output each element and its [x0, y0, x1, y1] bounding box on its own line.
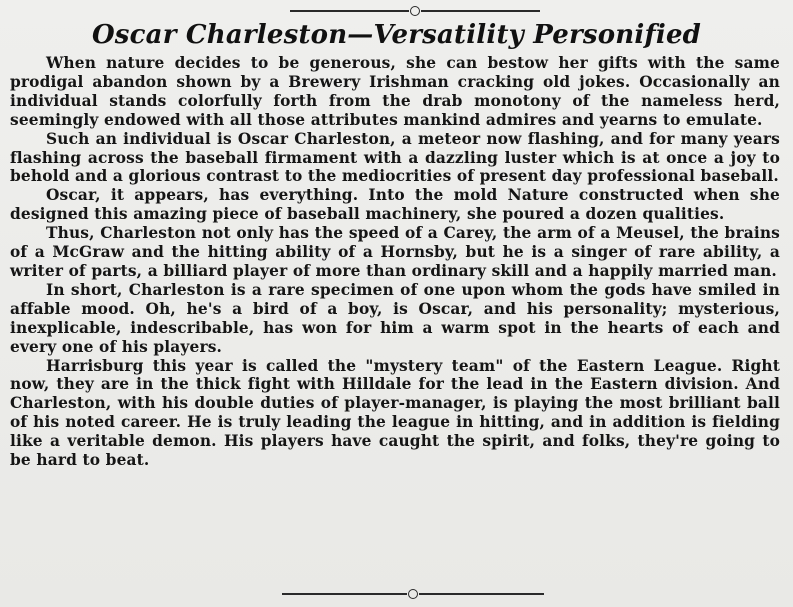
bottom-ornamental-divider [282, 587, 544, 601]
divider-line [421, 10, 540, 12]
divider-line [290, 10, 409, 12]
divider-line [419, 593, 544, 595]
article-paragraph: Harrisburg this year is called the "mystery team" of the Eastern League. Right now, they are in the thick fight with Hilldale for the lead in the Eastern division. And Charleston, with his double duties of player-manager, is playing the most brilliant ball of his noted career. He is truly leading the league in hitting, and in addition is fielding like a veritable demon. His players have caught the spirit, and folks, they're going to be hard to beat. [10, 356, 780, 470]
article-headline: Oscar Charleston—Versatility Personified [91, 20, 702, 50]
article-body [10, 54, 780, 470]
article-paragraph: In short, Charleston is a rare specimen of one upon whom the gods have smiled in affable mood. Oh, he's a bird of a boy, is Oscar, and his personality; mysterious, inexplicable, indescribable, has won for him a warm spot in the hearts of each and every one of his players. [10, 280, 780, 356]
article-paragraph: When nature decides to be generous, she can bestow her gifts with the same prodigal abandon shown by a Brewery Irishman cracking old jokes. Occasionally an individual stands colorfully forth from the drab monotony of the nameless herd, seemingly endowed with all those attributes mankind admires and yearns to emulate. [10, 54, 780, 129]
divider-circle-ornament [410, 6, 420, 16]
top-ornamental-divider [290, 4, 540, 18]
article-paragraph: Such an individual is Oscar Charleston, a meteor now flashing, and for many years flashing across the baseball firmament with a dazzling luster which is at once a joy to behold and a glorious contrast to the mediocrities of present day professional baseball. [10, 129, 780, 186]
divider-line [282, 593, 407, 595]
article-paragraph: Thus, Charleston not only has the speed of a Carey, the arm of a Meusel, the brains of a McGraw and the hitting ability of a Hornsby, but he is a singer of rare ability, a writer of parts, a billiard player of more than ordinary skill and a happily married man. [10, 224, 780, 280]
divider-circle-ornament [408, 589, 418, 599]
article-paragraph: Oscar, it appears, has everything. Into the mold Nature constructed when she designed this amazing piece of baseball machinery, she poured a dozen qualities. [10, 186, 780, 224]
